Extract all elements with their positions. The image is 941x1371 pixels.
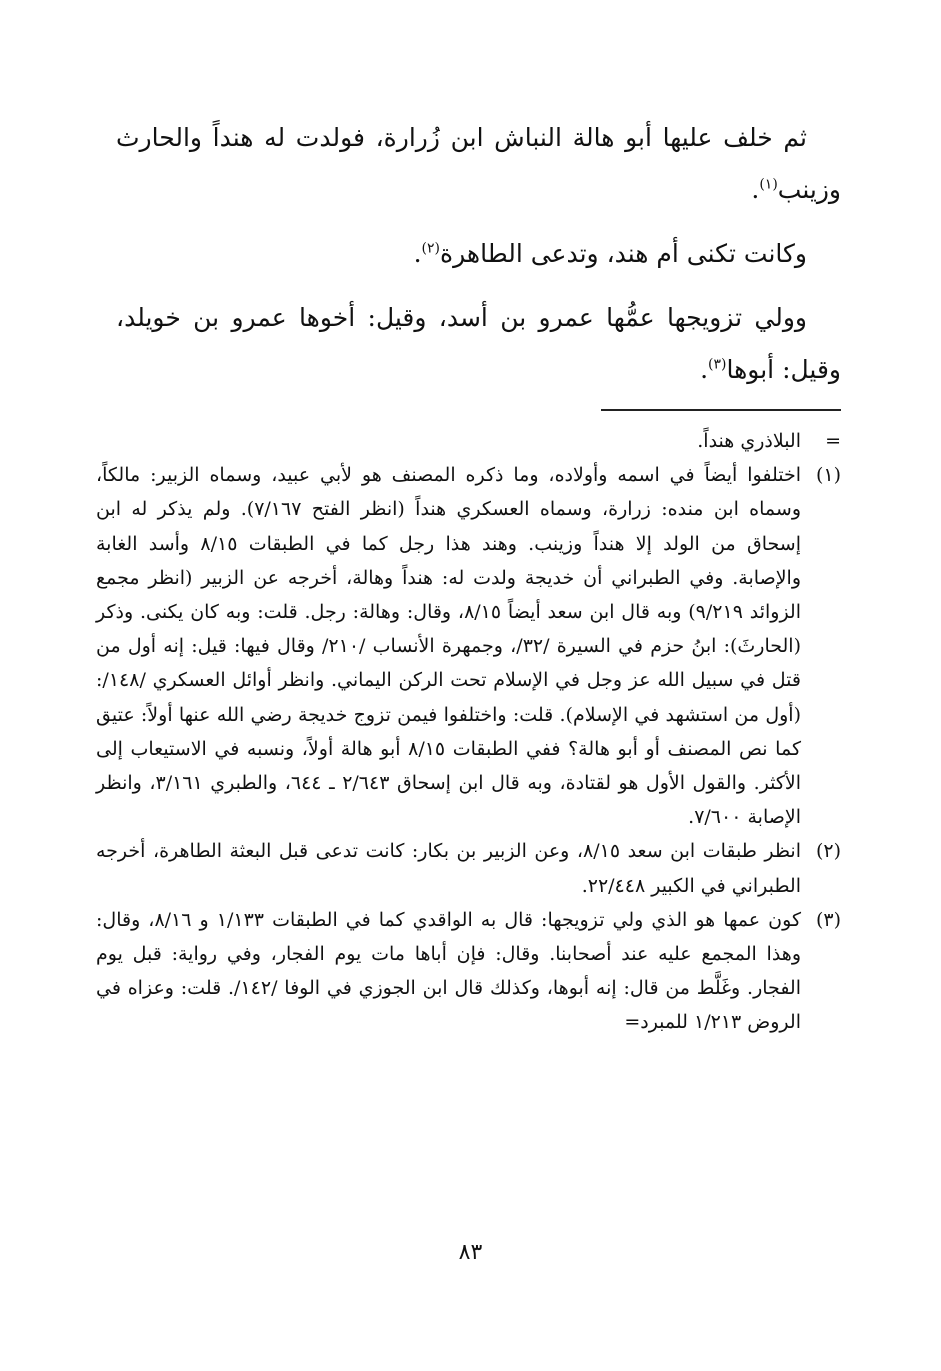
- main-paragraph-3: وولي تزويجها عمُّها عمرو بن أسد، وقيل: أخوها عمرو بن خويلد، وقيل: أبوها$^{(٣)}$.: [116, 303, 841, 384]
- footnote-3-marker: (٣): [815, 908, 841, 931]
- footnote-continuation-text: البلاذري هنداً.: [697, 430, 801, 452]
- footnote-ref-2[interactable]: (٢): [421, 240, 440, 257]
- page-number: ٨٣: [458, 1240, 483, 1265]
- footnote-continuation-marker: =: [825, 430, 841, 452]
- main-paragraph-3-text: وولي تزويجها عمُّها عمرو بن أسد، وقيل: أخوها عمرو بن خويلد، وقيل: أبوها: [116, 303, 841, 384]
- footnote-ref-1[interactable]: (١): [759, 176, 778, 193]
- main-paragraph-2-text: وكانت تكنى أم هند، وتدعى الطاهرة: [440, 239, 807, 268]
- footnote-2-text: انظر طبقات ابن سعد ٨/١٥، وعن الزبير بن بكار: كانت تدعى قبل البعثة الطاهرة، أخرجه الطبراني في الكبير ٢٢/٤٤٨.: [96, 840, 801, 897]
- main-paragraph-2: وكانت تكنى أم هند، وتدعى الطاهرة$^{(٢)}$.: [413, 239, 807, 268]
- footnote-continuation: [96, 424, 841, 458]
- footnote-1: [96, 458, 841, 834]
- footnote-1-text: اختلفوا أيضاً في اسمه وأولاده، وما ذكره المصنف هو لأبي عبيد، وسماه الزبير: مالكاً، وسماه ابن منده: زرارة، وسماه العسكري هنداً (انظر الفتح ٧/١٦٧). ولم يذكر له ابن إسحاق من الولد إلا هنداً وزينب. وهند هذا رجل كما في الطبقات ٨/١٥ وأسد الغابة والإصابة. وفي الطبراني أن خديجة ولدت له: هنداً وهالة، أخرجه عن الزبير (انظر مجمع الزوائد ٩/٢١٩) وبه قال ابن سعد أيضاً ٨/١٥، وقال: وهالة: رجل. قلت: وبه كان يكنى. وذكر (الحارثَ): ابنُ حزم في السيرة /٣٢/، وجمهرة الأنساب /٢١٠/ وقال فيها: قيل: إنه أول من قتل في سبيل الله عز وجل في الإسلام تحت الركن اليماني. وانظر أوائل العسكري /١٤٨/: (أول من استشهد في الإسلام). قلت: واختلفوا فيمن تزوج خديجة رضي الله عنها أولاً: عتيق كما نص المصنف أو أبو هالة؟ ففي الطبقات ٨/١٥ أبو هالة أولاً، ونسبه في الاستيعاب إلى الأكثر. والقول الأول هو لقتادة، وبه قال ابن إسحاق ٢/٦٤٣ ـ ٦٤٤، والطبري ٣/١٦١، وانظر الإصابة ٧/٦٠٠.: [96, 464, 802, 829]
- footnote-3: [96, 903, 841, 1040]
- footnote-1-marker: (١): [815, 464, 841, 487]
- footnote-ref-3[interactable]: (٣): [708, 356, 727, 373]
- footnote-2-marker: (٢): [815, 840, 841, 863]
- footnote-3-text: كون عمها هو الذي ولي تزويجها: قال به الواقدي كما في الطبقات ١/١٣٣ و ٨/١٦، وقال: وهذا المجمع عليه عند أصحابنا. وقال: فإن أباها مات يوم الفجار، وفي رواية: قبل يوم الفجار. وغَلَّط من قال: إنه أبوها، وكذلك قال ابن الجوزي في الوفا /١٤٢/. قلت: وعزاه في الروض ١/٢١٣ للمبرد=: [96, 908, 801, 1034]
- footnotes: [96, 424, 841, 1040]
- main-paragraph-1: ثم خلف عليها أبو هالة النباش ابن زُرارة، فولدت له هنداً والحارث وزينب$^{(١)}$.: [116, 123, 841, 204]
- footnote-separator: [601, 409, 841, 411]
- main-paragraph-1-text: ثم خلف عليها أبو هالة النباش ابن زُرارة، فولدت له هنداً والحارث وزينب: [116, 123, 841, 204]
- main-text: [116, 112, 841, 408]
- footnote-2: [96, 834, 841, 902]
